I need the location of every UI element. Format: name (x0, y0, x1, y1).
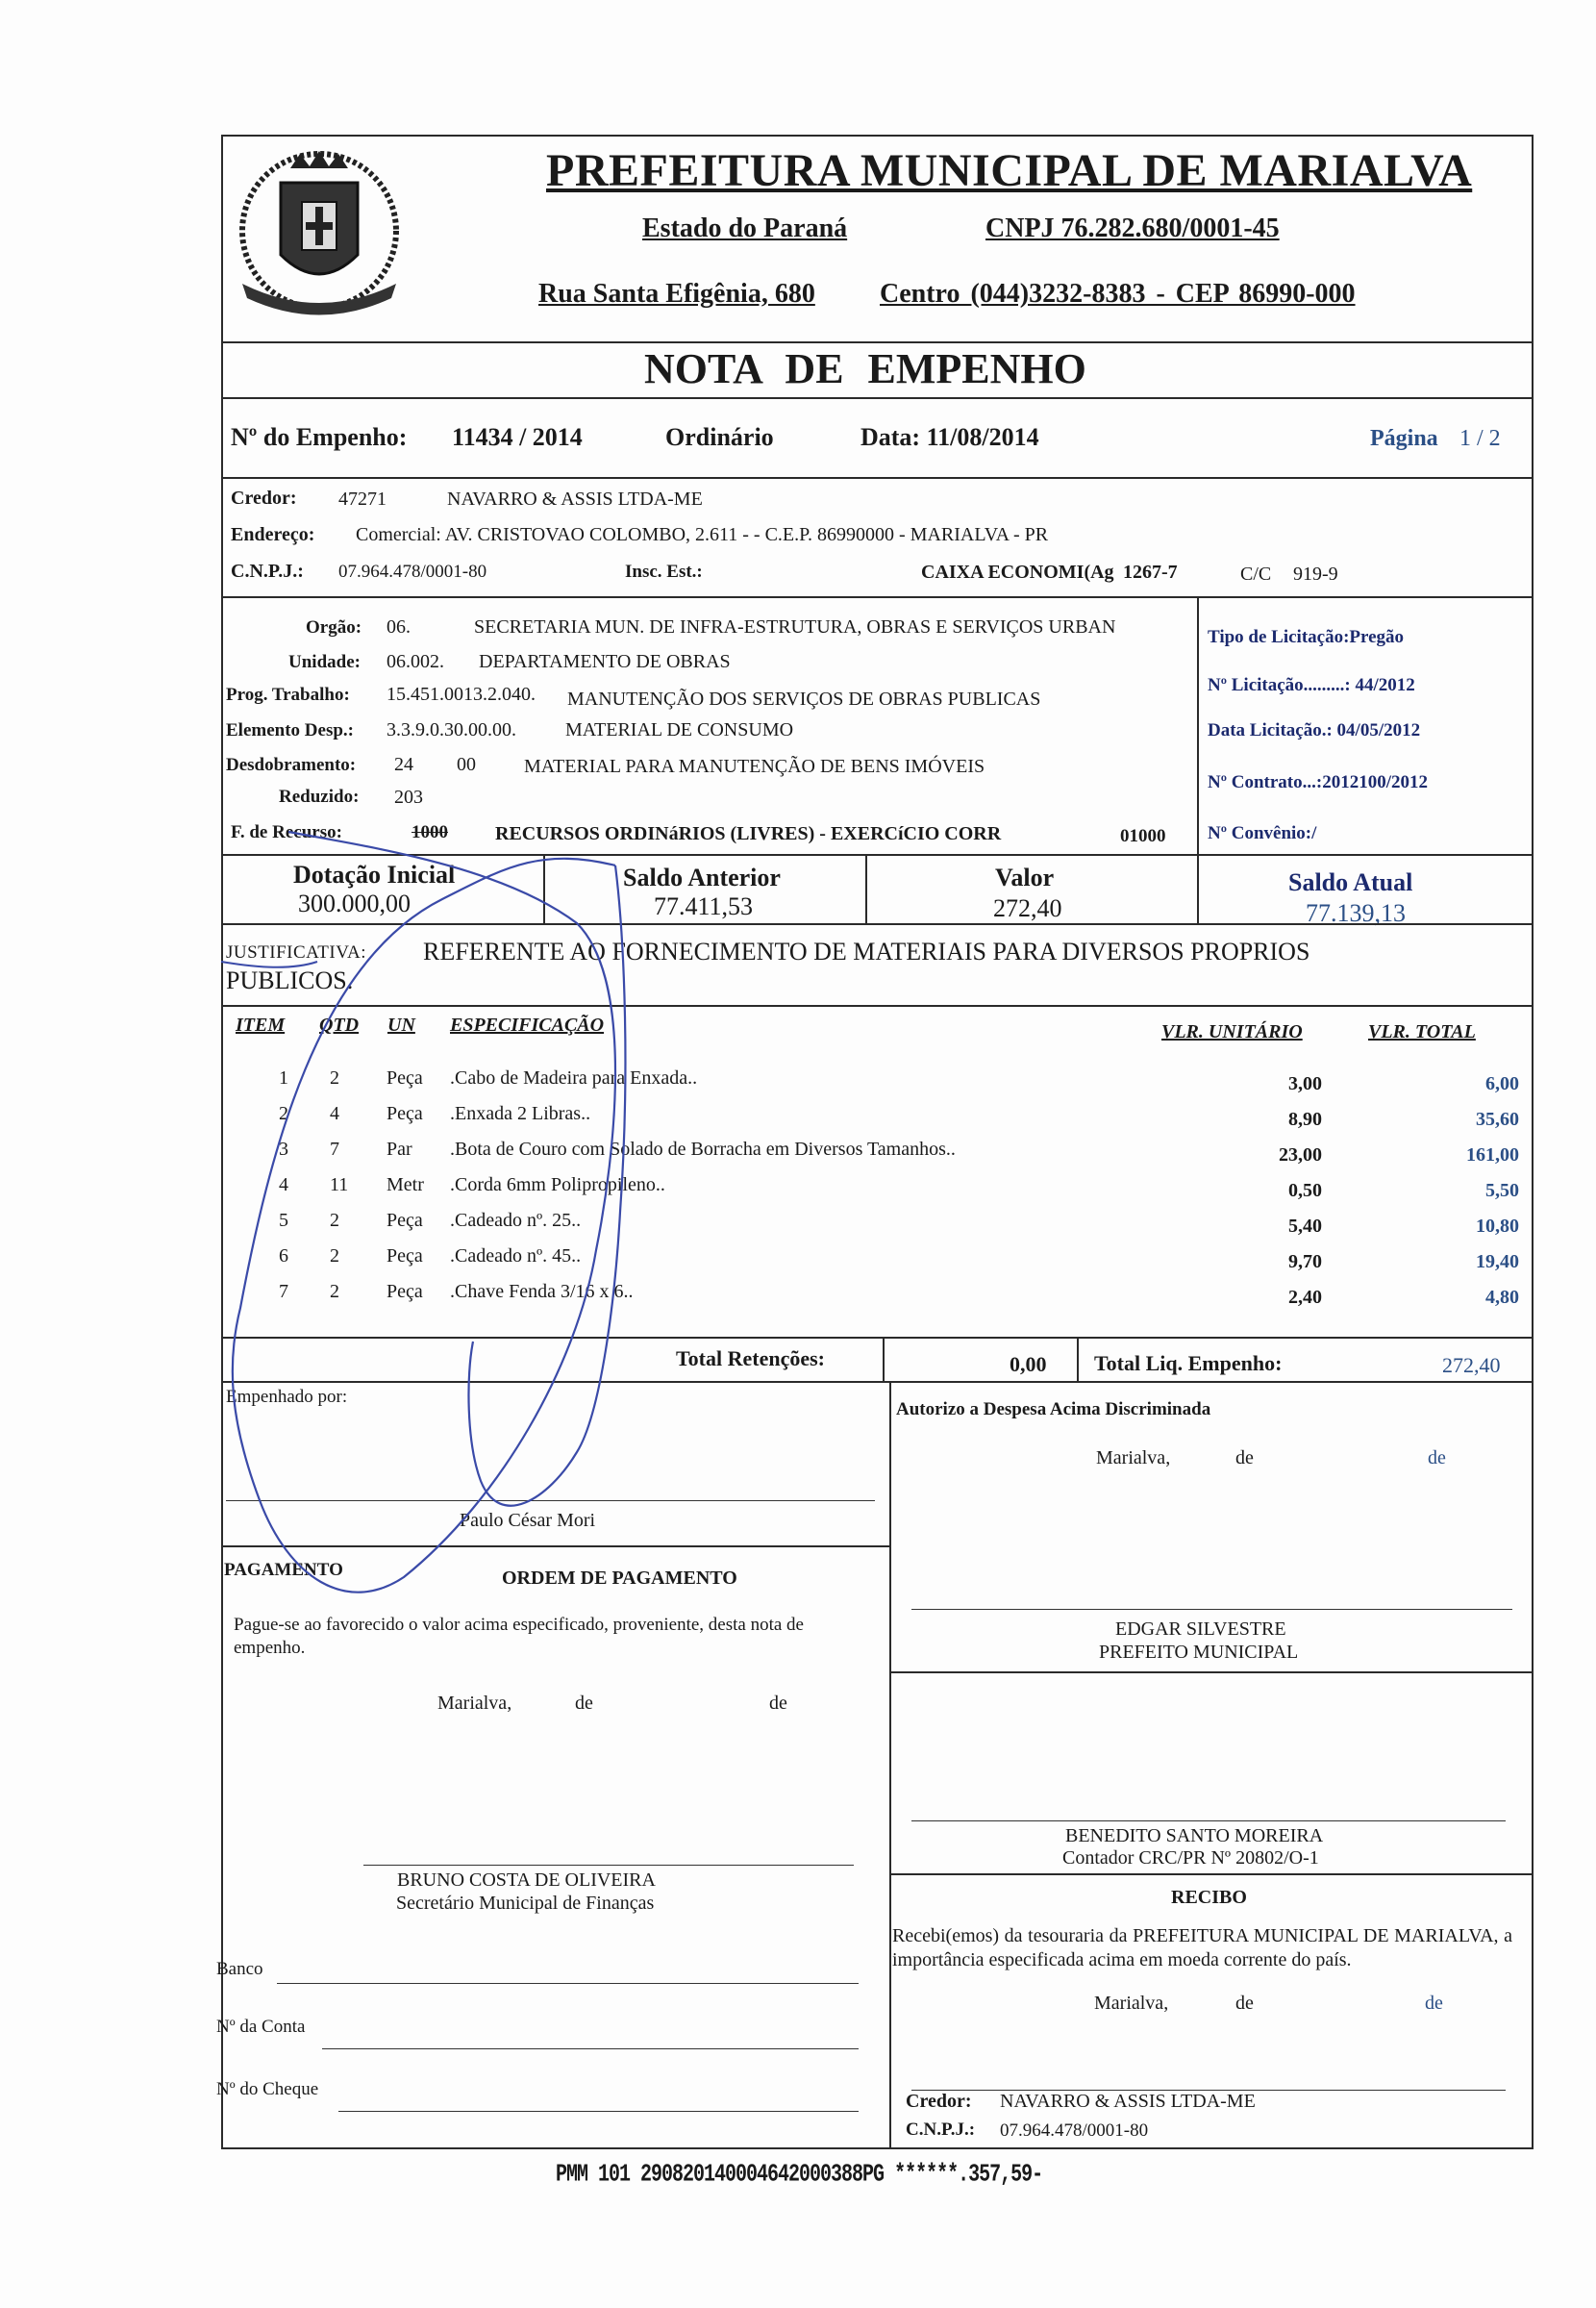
contador-role: Contador CRC/PR Nº 20802/O-1 (1062, 1847, 1319, 1869)
unidade-name: DEPARTAMENTO DE OBRAS (479, 651, 731, 672)
justificativa-text-cont: PUBLICOS. (226, 966, 354, 994)
autorizo-place: Marialva, (1096, 1447, 1171, 1468)
valor-value: 272,40 (993, 894, 1062, 922)
conta-label: Nº da Conta (216, 2017, 306, 2037)
contador-name: BENEDITO SANTO MOREIRA (1065, 1825, 1324, 1846)
credor-name: NAVARRO & ASSIS LTDA-ME (447, 489, 703, 510)
licitacao-number: Nº Licitação.........: 44/2012 (1208, 675, 1415, 695)
item-unit: Metr (387, 1174, 424, 1195)
item-unit-price: 23,00 (1279, 1144, 1322, 1166)
licitacao-type: Tipo de Licitação:Pregão (1208, 627, 1405, 647)
empenho-date: Data: 11/08/2014 (860, 423, 1039, 451)
orgao-label: Orgão: (306, 617, 362, 638)
dotacao-value: 300.000,00 (298, 890, 411, 917)
pagamento-de2: de (769, 1693, 787, 1714)
prefeito-name: EDGAR SILVESTRE (1115, 1618, 1286, 1640)
convenio-number: Nº Convênio:/ (1208, 823, 1317, 843)
item-qty: 4 (330, 1103, 339, 1124)
item-unit: Peça (387, 1281, 423, 1302)
item-qty: 7 (330, 1139, 339, 1160)
item-total: 19,40 (1476, 1251, 1519, 1272)
recibo-text: Recebi(emos) da tesouraria da PREFEITURA MUNICIPAL DE MARIALVA, a importância especificada acima em moeda corrente do país. (892, 1925, 1512, 1970)
saldo-atual-label: Saldo Atual (1288, 868, 1413, 896)
recibo-place: Marialva, (1094, 1993, 1169, 2014)
retencoes-value: 0,00 (1010, 1352, 1047, 1376)
page-label: Página (1370, 426, 1438, 451)
item-total: 35,60 (1476, 1109, 1519, 1130)
item-number: 3 (279, 1139, 288, 1160)
total-liq-label: Total Liq. Empenho: (1094, 1351, 1283, 1375)
justificativa-label: JUSTIFICATIVA: (226, 942, 367, 963)
recibo-credor-label: Credor: (906, 2091, 972, 2112)
item-qty: 2 (330, 1210, 339, 1231)
item-total: 6,00 (1485, 1073, 1519, 1094)
cc-label: C/C (1240, 564, 1272, 585)
banco-label: Banco (216, 1959, 263, 1979)
bank-name: CAIXA ECONOMI(Ag (921, 562, 1114, 583)
items-header-vtotal: VLR. TOTAL (1368, 1021, 1476, 1042)
pagamento-place: Marialva, (437, 1693, 512, 1714)
recibo-credor: NAVARRO & ASSIS LTDA-ME (1000, 2091, 1256, 2112)
recurso-label: F. de Recurso: (231, 822, 342, 842)
item-qty: 2 (330, 1245, 339, 1267)
total-liq-value: 272,40 (1442, 1353, 1501, 1377)
elemento-label: Elemento Desp.: (226, 720, 354, 740)
item-unit: Peça (387, 1103, 423, 1124)
recurso-code: 1000 (411, 822, 448, 842)
cnpj-label: CNPJ 76.282.680/0001-45 (985, 213, 1280, 243)
recurso-name: RECURSOS ORDINáRIOS (LIVRES) - EXERCíCIO CORR (495, 823, 1002, 844)
desdobramento-label: Desdobramento: (226, 755, 357, 775)
recibo-cnpj: 07.964.478/0001-80 (1000, 2120, 1149, 2141)
item-number: 7 (279, 1281, 288, 1302)
item-number: 6 (279, 1245, 288, 1267)
orgao-code: 06. (387, 616, 411, 638)
secretario-role: Secretário Municipal de Finanças (396, 1893, 655, 1914)
item-description: .Corda 6mm Polipropileno.. (450, 1174, 665, 1195)
reduzido-label: Reduzido: (279, 787, 360, 807)
district-phone-cep: Centro (044)3232-8383 - CEP 86990-000 (880, 279, 1356, 309)
item-unit-price: 3,00 (1288, 1073, 1322, 1094)
prog-code: 15.451.0013.2.040. (387, 684, 536, 705)
desdobramento-sub: 00 (457, 754, 476, 775)
item-unit: Par (387, 1139, 412, 1160)
pagamento-label: PAGAMENTO (224, 1560, 343, 1580)
authentication-stamp: PMM 101 290820140004642000388PG ******.357,59- (556, 2160, 1043, 2190)
contract-number: Nº Contrato...:2012100/2012 (1208, 772, 1428, 792)
item-qty: 11 (330, 1174, 349, 1195)
account-number: 919-9 (1293, 564, 1338, 585)
empenho-type: Ordinário (665, 423, 774, 451)
unidade-label: Unidade: (288, 652, 361, 672)
empenho-number: 11434 / 2014 (452, 423, 583, 451)
recibo-title: RECIBO (1171, 1887, 1247, 1908)
recibo-de1: de (1235, 1993, 1254, 2014)
address-field-label: Endereço: (231, 524, 315, 545)
item-number: 1 (279, 1067, 288, 1089)
recibo-cnpj-label: C.N.P.J.: (906, 2120, 976, 2140)
page-number: 1 / 2 (1459, 426, 1501, 451)
item-description: .Chave Fenda 3/16 x 6.. (450, 1281, 634, 1302)
items-header-qtd: QTD (319, 1015, 360, 1036)
pagamento-de1: de (575, 1693, 593, 1714)
prog-label: Prog. Trabalho: (226, 685, 350, 705)
desdobramento-code: 24 (394, 754, 413, 775)
saldo-atual-value: 77.139,13 (1306, 899, 1406, 927)
item-unit: Peça (387, 1067, 423, 1089)
dotacao-label: Dotação Inicial (293, 861, 456, 889)
item-unit-price: 9,70 (1288, 1251, 1322, 1272)
item-qty: 2 (330, 1067, 339, 1089)
elemento-code: 3.3.9.0.30.00.00. (387, 719, 516, 740)
prefeito-role: PREFEITO MUNICIPAL (1099, 1642, 1299, 1663)
insc-est-label: Insc. Est.: (625, 562, 703, 582)
empenhado-label: Empenhado por: (226, 1387, 348, 1407)
reduzido-code: 203 (394, 787, 423, 808)
item-description: .Cabo de Madeira para Enxada.. (450, 1067, 698, 1089)
orgao-name: SECRETARIA MUN. DE INFRA-ESTRUTURA, OBRAS E SERVIÇOS URBAN (474, 616, 1116, 638)
item-unit-price: 8,90 (1288, 1109, 1322, 1130)
address-label: Rua Santa Efigênia, 680 (538, 279, 815, 309)
autorizo-de2: de (1428, 1447, 1446, 1468)
item-number: 4 (279, 1174, 288, 1195)
item-description: .Bota de Couro com Solado de Borracha em Diversos Tamanhos.. (450, 1139, 956, 1160)
state-label: Estado do Paraná (642, 213, 848, 243)
saldo-anterior-value: 77.411,53 (654, 892, 754, 920)
item-description: .Cadeado nº. 25.. (450, 1210, 582, 1231)
item-unit: Peça (387, 1245, 423, 1267)
items-header-item: ITEM (236, 1015, 286, 1036)
unidade-code: 06.002. (387, 651, 444, 672)
saldo-anterior-label: Saldo Anterior (623, 864, 781, 891)
page-title: PREFEITURA MUNICIPAL DE MARIALVA (546, 145, 1473, 196)
retencoes-label: Total Retenções: (676, 1346, 825, 1370)
item-total: 10,80 (1476, 1216, 1519, 1237)
cheque-label: Nº do Cheque (216, 2079, 319, 2099)
item-total: 4,80 (1485, 1287, 1519, 1308)
item-total: 161,00 (1466, 1144, 1519, 1166)
recurso-number: 01000 (1120, 826, 1166, 846)
item-unit-price: 5,40 (1288, 1216, 1322, 1237)
valor-label: Valor (995, 864, 1055, 891)
credor-address: Comercial: AV. CRISTOVAO COLOMBO, 2.611 - - C.E.P. 86990000 - MARIALVA - PR (356, 524, 1049, 545)
items-header-un: UN (387, 1015, 415, 1036)
pagamento-text: Pague-se ao favorecido o valor acima especificado, proveniente, desta nota de empenho. (234, 1615, 804, 1658)
credor-code: 47271 (338, 489, 387, 510)
secretario-name: BRUNO COSTA DE OLIVEIRA (397, 1869, 656, 1891)
justificativa-text: REFERENTE AO FORNECIMENTO DE MATERIAIS PARA DIVERSOS PROPRIOS (423, 938, 1310, 966)
autorizo-label: Autorizo a Despesa Acima Discriminada (896, 1399, 1211, 1419)
doc-title: NOTA DE EMPENHO (644, 345, 1086, 392)
item-description: .Cadeado nº. 45.. (450, 1245, 582, 1267)
item-number: 2 (279, 1103, 288, 1124)
empenho-number-label: Nº do Empenho: (231, 423, 408, 451)
licitacao-date: Data Licitação.: 04/05/2012 (1208, 720, 1421, 740)
credor-cnpj: 07.964.478/0001-80 (338, 562, 487, 582)
elemento-name: MATERIAL DE CONSUMO (565, 719, 794, 740)
desdobramento-name: MATERIAL PARA MANUTENÇÃO DE BENS IMÓVEIS (524, 756, 985, 777)
item-description: .Enxada 2 Libras.. (450, 1103, 591, 1124)
items-header-espec: ESPECIFICAÇÃO (450, 1015, 605, 1036)
credor-label: Credor: (231, 488, 297, 509)
item-unit-price: 0,50 (1288, 1180, 1322, 1201)
bank-agency: 1267-7 (1123, 562, 1178, 583)
empenhado-name: Paulo César Mori (460, 1510, 596, 1531)
item-number: 5 (279, 1210, 288, 1231)
item-qty: 2 (330, 1281, 339, 1302)
autorizo-de1: de (1235, 1447, 1254, 1468)
item-total: 5,50 (1485, 1180, 1519, 1201)
prog-name: MANUTENÇÃO DOS SERVIÇOS DE OBRAS PUBLICAS (567, 689, 1041, 710)
item-unit-price: 2,40 (1288, 1287, 1322, 1308)
items-header-vunit: VLR. UNITÁRIO (1161, 1021, 1303, 1042)
recibo-de2: de (1425, 1993, 1443, 2014)
item-unit: Peça (387, 1210, 423, 1231)
ordem-pagamento-title: ORDEM DE PAGAMENTO (502, 1568, 737, 1589)
credor-cnpj-label: C.N.P.J.: (231, 561, 304, 582)
